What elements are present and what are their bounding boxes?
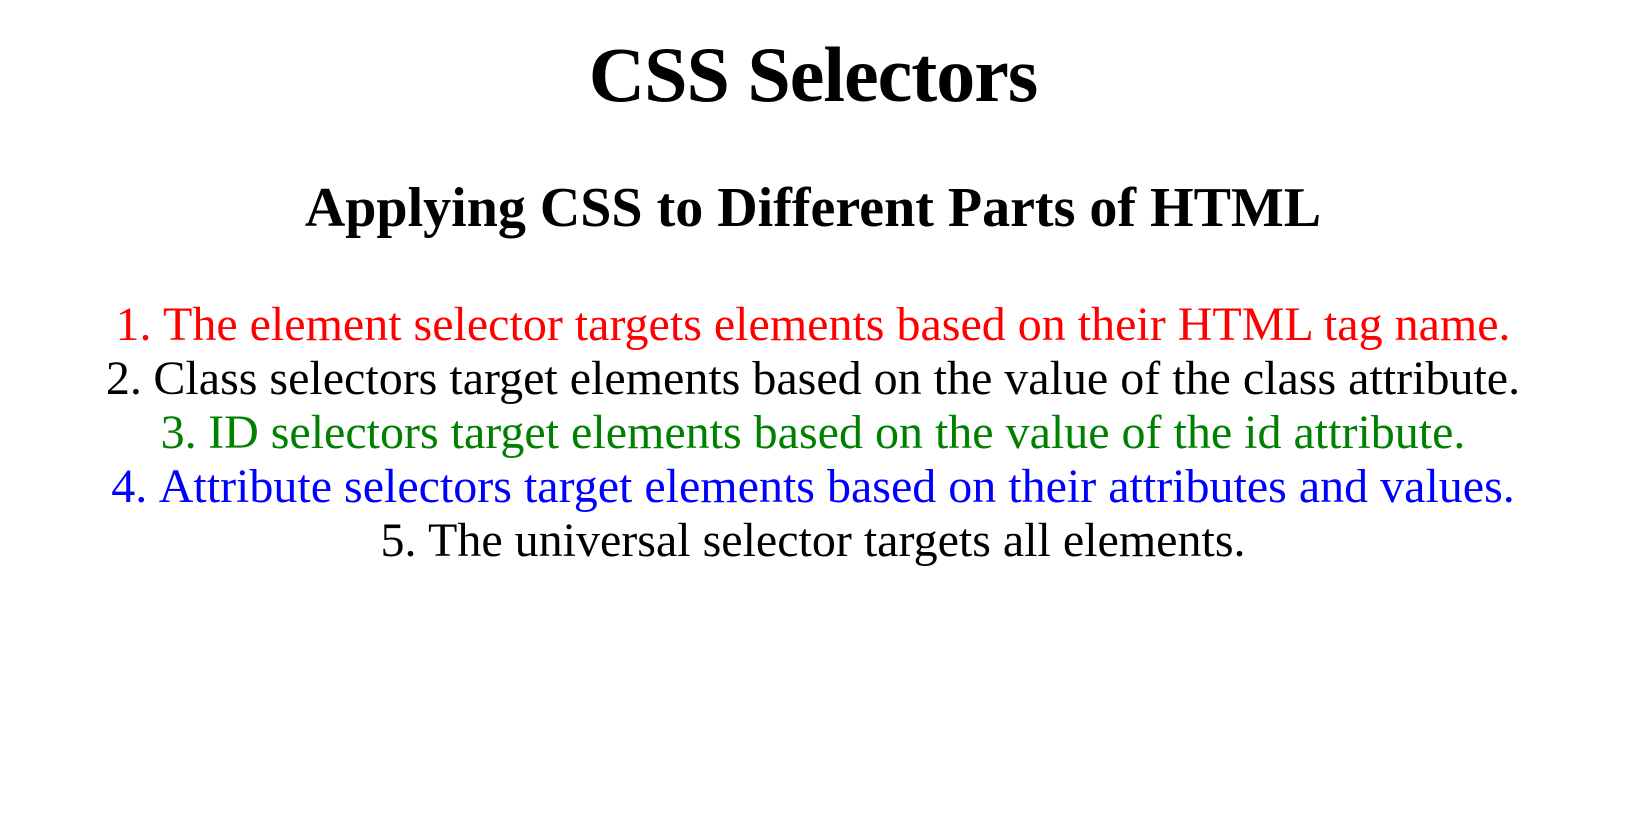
list-item-element-selector bbox=[0, 298, 1626, 352]
page-subtitle: Applying CSS to Different Parts of HTML bbox=[304, 176, 1322, 239]
list-item-text: The universal selector targets all elements. bbox=[428, 514, 1246, 568]
list-item-text: ID selectors target elements based on the value of the id attribute. bbox=[208, 406, 1466, 460]
list-item-number: 4. bbox=[111, 460, 148, 514]
list-item-text: Class selectors target elements based on the value of the class attribute. bbox=[153, 352, 1521, 406]
list-item-class-selector bbox=[0, 352, 1626, 406]
list-item-text: Attribute selectors target elements based on their attributes and values. bbox=[158, 460, 1515, 514]
selector-list bbox=[0, 298, 1626, 568]
list-item-number: 3. bbox=[160, 406, 197, 460]
list-item-number: 2. bbox=[105, 352, 142, 406]
list-item-number: 5. bbox=[380, 514, 417, 568]
page-root bbox=[0, 30, 1626, 568]
list-item-id-selector bbox=[0, 406, 1626, 460]
page-title: CSS Selectors bbox=[588, 31, 1038, 118]
list-item-attribute-selector bbox=[0, 460, 1626, 514]
list-item-universal-selector bbox=[0, 514, 1626, 568]
list-item-number: 1. bbox=[115, 298, 152, 352]
list-item-text: The element selector targets elements based on their HTML tag name. bbox=[163, 298, 1511, 352]
